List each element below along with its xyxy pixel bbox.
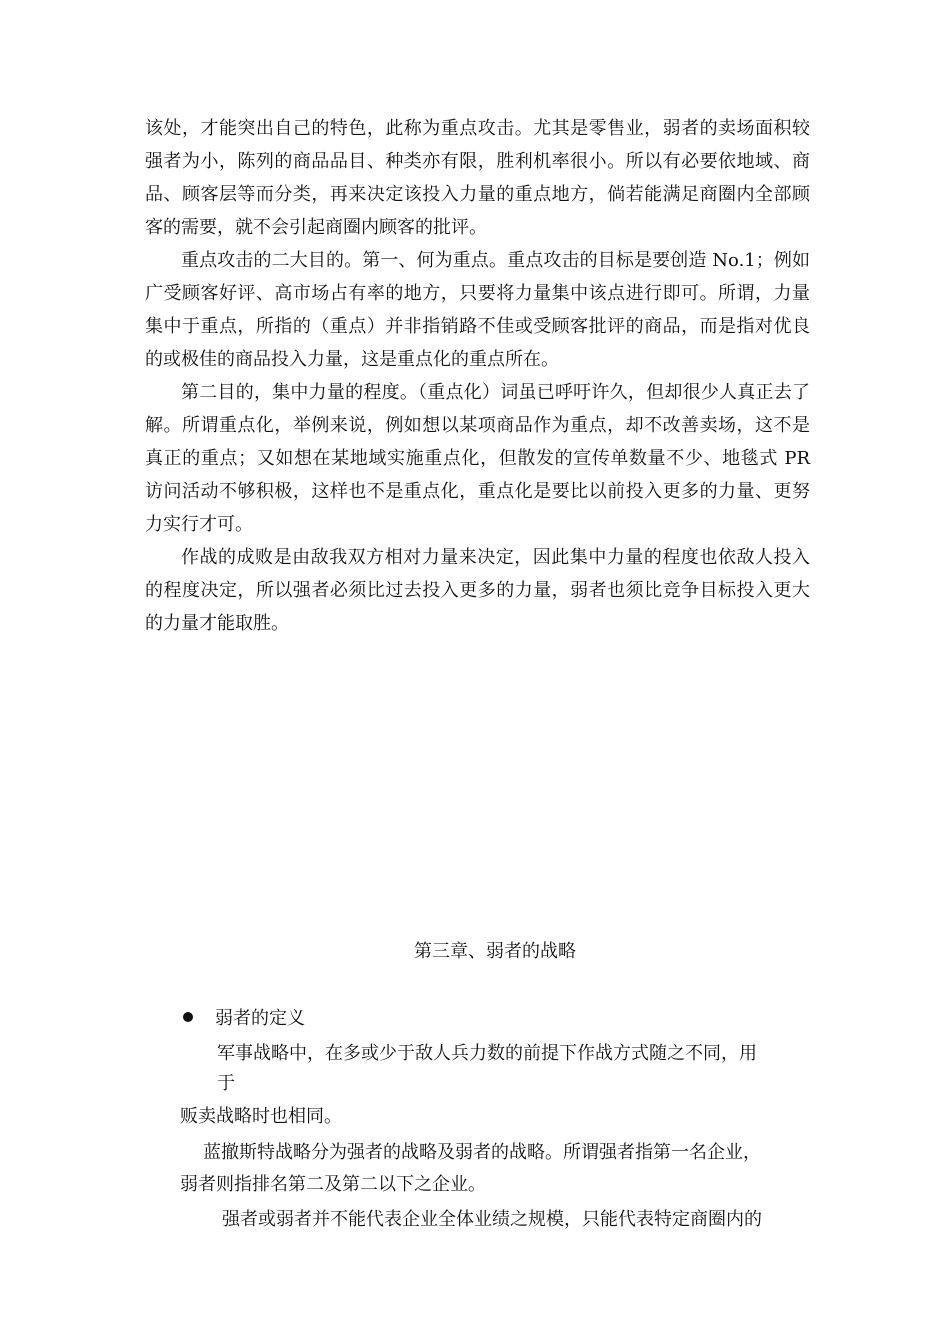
bullet-text-line-3: 贩卖战略时也相同。 <box>180 1106 342 1127</box>
bullet-text-line-1: 军事战略中，在多或少于敌人兵力数的前提下作战方式随之不同，用 <box>217 1043 757 1064</box>
paragraph-6-line-1: 强者或弱者并不能代表企业全体业绩之规模，只能代表特定商圈内的 <box>222 1209 762 1230</box>
paragraph-3: 第二目的，集中力量的程度。（重点化）词虽已呼吁许久，但却很少人真正去了解。所谓重点化，举例来说，例如想以某项商品作为重点，却不改善卖场，这不是真正的重点；又如想在某地域实施重点化，但散发的宣传单数量不少、地毯式 PR 访问活动不够积极，这样也不是重点化，重点化是要比以前投入更多的力量、更努力实行才可。 <box>145 382 810 535</box>
bullet-label: 弱者的定义 <box>215 1008 305 1029</box>
paragraph-5-line-2: 弱者则指排名第二及第二以下之企业。 <box>180 1174 486 1195</box>
bullet-item <box>183 1005 305 1033</box>
bullet-dot-icon <box>183 1012 193 1022</box>
paragraph-5-line-1: 蓝撤斯特战略分为强者的战略及弱者的战略。所谓强者指第一名企业， <box>203 1142 761 1163</box>
chapter-title: 第三章、弱者的战略 <box>414 941 576 962</box>
paragraph-4: 作战的成败是由敌我双方相对力量来决定，因此集中力量的程度也依敌人投入的程度决定，所以强者必须比过去投入更多的力量，弱者也须比竞争目标投入更大的力量才能取胜。 <box>145 547 810 634</box>
bullet-text-line-2: 于 <box>217 1073 235 1094</box>
paragraph-1: 该处，才能突出自己的特色，此称为重点攻击。尤其是零售业，弱者的卖场面积较强者为小，陈列的商品品目、种类亦有限，胜利机率很小。所以有必要依地域、商品、顾客层等而分类，再来决定该投入力量的重点地方，倘若能满足商圈内全部顾客的需要，就不会引起商圈内顾客的批评。 <box>145 118 810 238</box>
paragraph-2: 重点攻击的二大目的。第一、何为重点。重点攻击的目标是要创造 No.1；例如广受顾客好评、高市场占有率的地方，只要将力量集中该点进行即可。所谓，力量集中于重点，所指的（重点）并非指销路不佳或受顾客批评的商品，而是指对优良的或极佳的商品投入力量，这是重点化的重点所在。 <box>145 250 810 370</box>
